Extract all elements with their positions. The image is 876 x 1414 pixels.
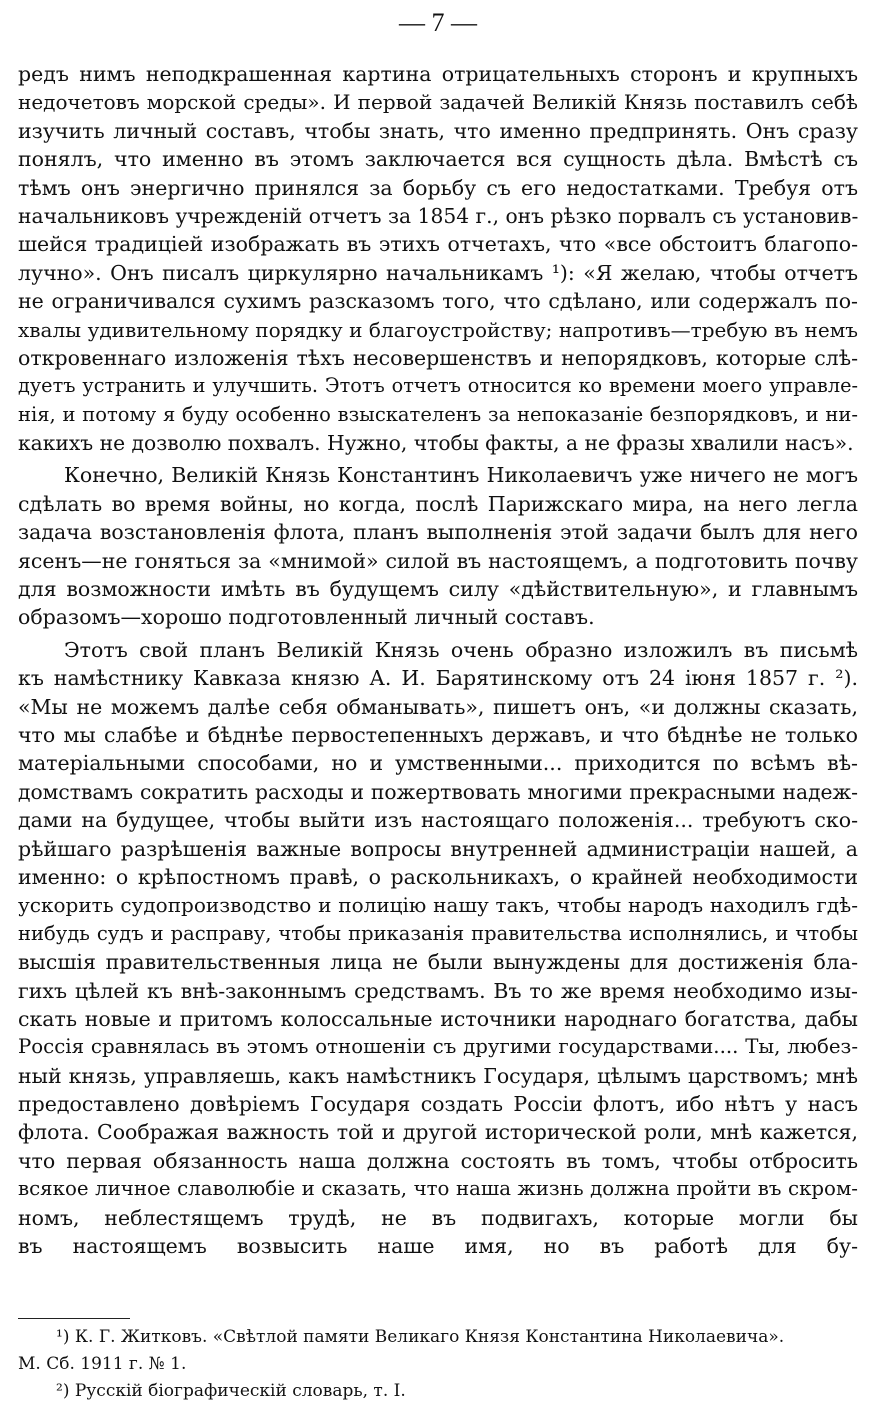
text-line: тѣмъ онъ энергично принялся за борьбу съ его недостатками. Требуя отъ xyxy=(18,175,858,200)
text-line: не ограничивался сухимъ разсказомъ того, что сдѣлано, или содержалъ по- xyxy=(18,289,858,314)
text-line: ускорить судопроизводство и полицію нашу такъ, чтобы народъ находилъ гдѣ- xyxy=(18,893,858,918)
page-number: — 7 — xyxy=(399,8,477,37)
text-line: начальниковъ учрежденій отчетъ за 1854 г., онъ рѣзко порвалъ съ установив- xyxy=(18,203,858,228)
text-line: гихъ цѣлей къ внѣ-законнымъ средствамъ. Въ то же время необходимо изы- xyxy=(18,978,858,1003)
text-line: дуетъ устранить и улучшить. Этотъ отчетъ относится ко времени моего управле- xyxy=(18,374,858,398)
text-line: нибудь судъ и расправу, чтобы приказанія правительства исполнялись, и чтобы xyxy=(18,921,858,945)
text-line: что мы слабѣе и бѣднѣе первостепенныхъ державъ, и что бѣднѣе не только xyxy=(18,722,858,747)
text-line: дами на будущее, чтобы выйти изъ настоящаго положенія... требуютъ ско- xyxy=(18,808,858,833)
paragraph-2 xyxy=(18,461,858,631)
text-line: въ настоящемъ возвысить наше имя, но въ работѣ для бу- xyxy=(18,1234,858,1259)
paragraph-3 xyxy=(18,636,858,1261)
footnote-1-continuation: М. Сб. 1911 г. № 1. xyxy=(18,1354,187,1374)
footnote-2: ²) Русскій біографическій словарь, т. I. xyxy=(56,1381,406,1401)
text-line: номъ, неблестящемъ трудѣ, не въ подвигахъ, которые могли бы xyxy=(18,1205,858,1230)
text-line: понялъ, что именно въ этомъ заключается вся сущность дѣла. Вмѣстѣ съ xyxy=(18,147,858,172)
text-line: Конечно, Великій Князь Константинъ Николаевичъ уже ничего не могъ xyxy=(64,463,858,488)
text-line: домствамъ сократить расходы и пожертвовать многими прекрасными надеж- xyxy=(18,779,858,804)
text-line: скать новые и притомъ колоссальные источники народнаго богатства, дабы xyxy=(18,1006,858,1031)
text-line: именно: о крѣпостномъ правѣ, о раскольникахъ, о крайней необходимости xyxy=(18,864,858,889)
text-line: редъ нимъ неподкрашенная картина отрицательныхъ сторонъ и крупныхъ xyxy=(18,62,858,86)
text-line: Россія сравнялась въ этомъ отношеніи съ другими государствами.... Ты, любез- xyxy=(18,1035,858,1059)
text-line: образомъ—хорошо подготовленный личный составъ. xyxy=(18,605,595,630)
body-text xyxy=(18,60,858,1264)
text-line: шейся традиціей изображать въ этихъ отчетахъ, что «все обстоитъ благопо- xyxy=(18,232,858,257)
text-line: ный князь, управляешь, какъ намѣстникъ Государя, цѣлымъ царствомъ; мнѣ xyxy=(18,1063,858,1088)
paragraph-1 xyxy=(18,60,858,457)
text-line: что первая обязанность наша должна состоять въ томъ, чтобы отбросить xyxy=(18,1148,858,1173)
text-line: всякое личное славолюбіе и сказать, что наша жизнь должна пройти въ скром- xyxy=(18,1177,858,1201)
text-line: для возможности имѣть въ будущемъ силу «дѣйствительную», и главнымъ xyxy=(18,577,858,602)
text-line: высшія правительственныя лица не были вынуждены для достиженія бла- xyxy=(18,950,858,975)
footnote-1: ¹) К. Г. Житковъ. «Свѣтлой памяти Великаго Князя Константина Николаевича». xyxy=(56,1327,785,1347)
text-line: какихъ не дозволю похвалъ. Нужно, чтобы факты, а не фразы хвалили насъ». xyxy=(18,431,854,456)
text-line: недочетовъ морской среды». И первой задачей Великій Князь поставилъ себѣ xyxy=(18,90,858,115)
text-line: нія, и потому я буду особенно взыскателенъ за непоказаніе безпорядковъ, и ни- xyxy=(18,402,858,426)
text-line: изучить личный составъ, чтобы знать, что именно предпринять. Онъ сразу xyxy=(18,118,858,143)
text-line: откровеннаго изложенія тѣхъ несовершенствъ и непорядковъ, которые слѣ- xyxy=(18,345,858,370)
text-line: Этотъ свой планъ Великій Князь очень образно изложилъ въ письмѣ xyxy=(64,637,858,662)
text-line: къ намѣстнику Кавказа князю А. И. Барятинскому отъ 24 іюня 1857 г. ²). xyxy=(18,666,858,691)
text-line: рѣйшаго разрѣшенія важные вопросы внутренней администраціи нашей, а xyxy=(18,836,858,861)
text-line: хвалы удивительному порядку и благоустройству; напротивъ—требую въ немъ xyxy=(18,317,858,342)
text-line: сдѣлать во время войны, но когда, послѣ Парижскаго мира, на него легла xyxy=(18,491,858,516)
text-line: лучно». Онъ писалъ циркулярно начальникамъ ¹): «Я желаю, чтобы отчетъ xyxy=(18,260,858,285)
text-line: «Мы не можемъ далѣе себя обманывать», пишетъ онъ, «и должны сказать, xyxy=(18,694,858,719)
footnotes xyxy=(18,1324,860,1405)
text-line: матеріальными способами, но и умственными... приходится по всѣмъ вѣ- xyxy=(18,751,858,776)
footnote-divider xyxy=(18,1318,130,1319)
text-line: флота. Соображая важность той и другой исторической роли, мнѣ кажется, xyxy=(18,1120,858,1145)
text-line: задача возстановленія флота, планъ выполненія этой задачи былъ для него xyxy=(18,520,858,545)
text-line: предоставлено довѣріемъ Государя создать Россіи флотъ, ибо нѣтъ у насъ xyxy=(18,1092,858,1117)
text-line: ясенъ—не гоняться за «мнимой» силой въ настоящемъ, а подготовить почву xyxy=(18,548,858,573)
